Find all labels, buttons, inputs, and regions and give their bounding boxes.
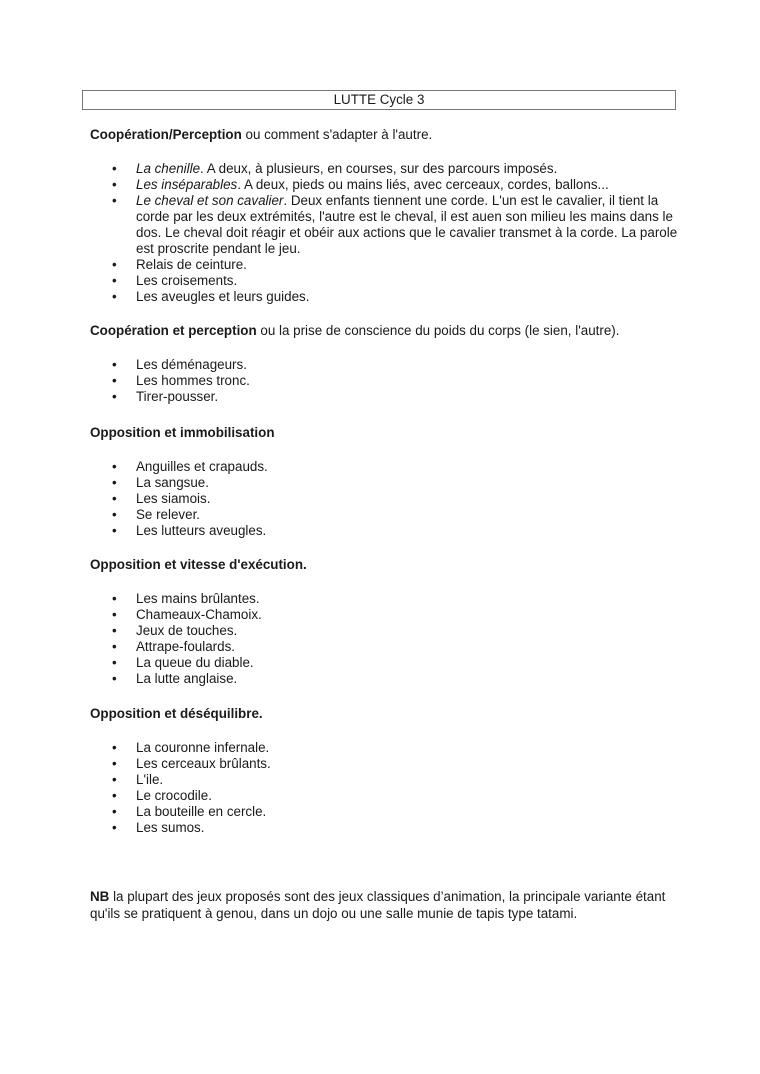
list-item: [90, 357, 680, 373]
bullet-list: [90, 161, 680, 305]
item-text: Les croisements.: [136, 273, 238, 288]
item-text: La couronne infernale.: [136, 740, 270, 755]
section-heading-bold: Opposition et vitesse d'exécution.: [90, 557, 307, 572]
bullet-icon: •: [112, 389, 117, 404]
item-text: Les mains brûlantes.: [136, 591, 260, 606]
bullet-icon: •: [112, 788, 117, 803]
item-text: L'ile.: [136, 772, 164, 787]
item-text: Se relever.: [136, 507, 201, 522]
item-text: La bouteille en cercle.: [136, 804, 267, 819]
list-item: [90, 607, 680, 623]
item-text: Les aveugles et leurs guides.: [136, 289, 310, 304]
bullet-icon: •: [112, 639, 117, 654]
list-item: [90, 389, 680, 405]
section-heading: [90, 323, 680, 339]
bullet-icon: •: [112, 772, 117, 787]
list-item: [90, 373, 680, 389]
item-text: Les siamois.: [136, 491, 211, 506]
section-opposition-desequilibre: [90, 706, 680, 836]
item-text: Les lutteurs aveugles.: [136, 523, 267, 538]
section-heading-rest: ou la prise de conscience du poids du corps (le sien, l'autre).: [256, 323, 620, 338]
item-text: . Deux enfants tiennent une corde. L'un est le cavalier, il tient la corde par les deux extrémités, l'autre est le cheval, il est auen son milieu les mains dans le dos. Le cheval doit réagir et obéir aux actions que le cavalier transmet à la corde. La parole est proscrite pendant le jeu.: [136, 193, 678, 256]
note-text: la plupart des jeux proposés sont des jeux classiques d’animation, la principale variante étant qu'ils se pratiquent à genou, dans un dojo ou une salle munie de tapis type tatami.: [90, 889, 666, 921]
list-item: [90, 507, 680, 523]
section-heading: [90, 557, 680, 573]
list-item: [90, 257, 680, 273]
bullet-icon: •: [112, 507, 117, 522]
item-text: Jeux de touches.: [136, 623, 238, 638]
item-text: Le crocodile.: [136, 788, 212, 803]
item-text: . A deux, à plusieurs, en courses, sur des parcours imposés.: [200, 161, 558, 176]
bullet-icon: •: [112, 804, 117, 819]
list-item: [90, 655, 680, 671]
bullet-icon: •: [112, 475, 117, 490]
item-text: La sangsue.: [136, 475, 209, 490]
item-text: Chameaux-Chamoix.: [136, 607, 262, 622]
item-text: Relais de ceinture.: [136, 257, 247, 272]
bullet-list: [90, 591, 680, 687]
list-item: [90, 475, 680, 491]
document-title: LUTTE Cycle 3: [333, 92, 425, 107]
list-item: [90, 671, 680, 687]
list-item: [90, 273, 680, 289]
bullet-icon: •: [112, 357, 117, 372]
bullet-icon: •: [112, 523, 117, 538]
bullet-icon: •: [112, 740, 117, 755]
section-heading: [90, 706, 680, 722]
bullet-icon: •: [112, 607, 117, 622]
bullet-icon: •: [112, 289, 117, 304]
list-item: [90, 193, 680, 257]
bullet-list: [90, 459, 680, 539]
bullet-icon: •: [112, 820, 117, 835]
list-item: [90, 756, 680, 772]
list-item: [90, 177, 680, 193]
section-heading: [90, 425, 680, 441]
list-item: [90, 740, 680, 756]
item-text: La lutte anglaise.: [136, 671, 238, 686]
bullet-icon: •: [112, 273, 117, 288]
bullet-icon: •: [112, 491, 117, 506]
bullet-icon: •: [112, 623, 117, 638]
section-heading-bold: Coopération/Perception: [90, 127, 242, 142]
item-title: Le cheval et son cavalier: [136, 193, 284, 208]
item-text: Les cerceaux brûlants.: [136, 756, 271, 771]
list-item: [90, 788, 680, 804]
section-heading-bold: Coopération et perception: [90, 323, 257, 338]
section-cooperation-perception: [90, 127, 680, 305]
bullet-icon: •: [112, 193, 117, 208]
bullet-icon: •: [112, 756, 117, 771]
bullet-icon: •: [112, 257, 117, 272]
item-text: Attrape-foulards.: [136, 639, 235, 654]
list-item: [90, 772, 680, 788]
bullet-list: [90, 740, 680, 836]
bullet-list: [90, 357, 680, 405]
item-text: La queue du diable.: [136, 655, 254, 670]
list-item: [90, 289, 680, 305]
bullet-icon: •: [112, 161, 117, 176]
list-item: [90, 820, 680, 836]
list-item: [90, 161, 680, 177]
section-heading-bold: Opposition et déséquilibre.: [90, 706, 263, 721]
list-item: [90, 523, 680, 539]
item-text: . A deux, pieds ou mains liés, avec cerceaux, cordes, ballons...: [237, 177, 609, 192]
document-title-box: [82, 90, 676, 110]
item-text: Les sumos.: [136, 820, 205, 835]
bullet-icon: •: [112, 671, 117, 686]
item-title: La chenille: [136, 161, 201, 176]
note-label: NB: [90, 889, 110, 904]
section-heading-bold: Opposition et immobilisation: [90, 425, 275, 440]
item-text: Tirer-pousser.: [136, 389, 219, 404]
list-item: [90, 459, 680, 475]
list-item: [90, 639, 680, 655]
section-heading-rest: ou comment s'adapter à l'autre.: [241, 127, 433, 142]
section-opposition-immobilisation: [90, 425, 680, 539]
bullet-icon: •: [112, 177, 117, 192]
list-item: [90, 591, 680, 607]
bullet-icon: •: [112, 373, 117, 388]
section-cooperation-poids: [90, 323, 680, 405]
list-item: [90, 804, 680, 820]
bullet-icon: •: [112, 459, 117, 474]
list-item: [90, 491, 680, 507]
item-text: Anguilles et crapauds.: [136, 459, 268, 474]
bullet-icon: •: [112, 655, 117, 670]
note-paragraph: [90, 888, 680, 922]
section-heading: [90, 127, 680, 143]
item-text: Les hommes tronc.: [136, 373, 250, 388]
item-text: Les déménageurs.: [136, 357, 247, 372]
section-opposition-vitesse: [90, 557, 680, 687]
list-item: [90, 623, 680, 639]
bullet-icon: •: [112, 591, 117, 606]
item-title: Les inséparables: [136, 177, 238, 192]
